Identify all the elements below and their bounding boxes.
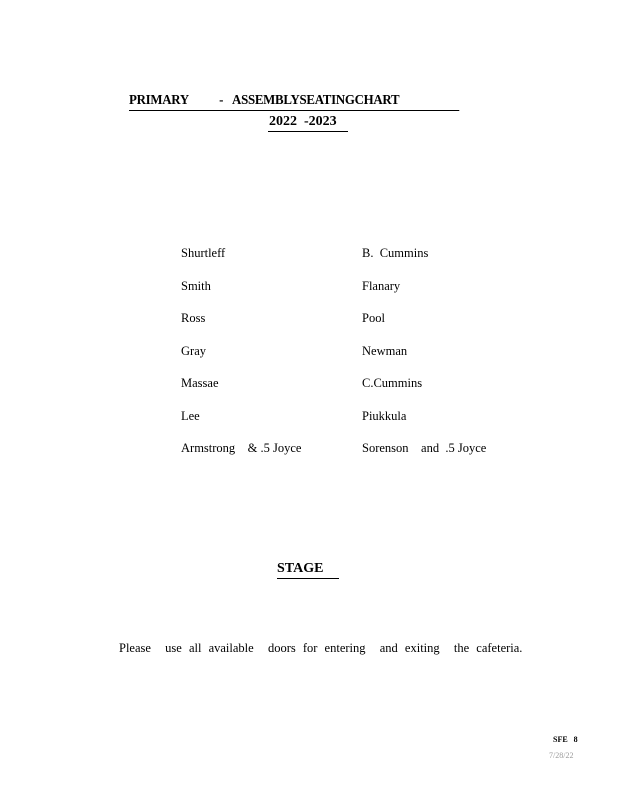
seat-name: Piukkula — [362, 408, 407, 423]
seat-name: Massae — [181, 376, 219, 390]
seating-right-column — [362, 245, 486, 473]
seat-name: Lee — [181, 408, 200, 423]
stage-label: STAGE — [277, 561, 339, 579]
year-start: 2022 — [269, 114, 297, 129]
footer-date: 7/28/22 — [549, 751, 574, 760]
seat-name: Smith — [181, 278, 211, 293]
seat-name: Shurtleff — [181, 246, 226, 260]
footer-code: SFE 8 — [553, 735, 578, 744]
seat-name: Sorenson and .5 Joyce — [362, 441, 487, 455]
seat-name: Gray — [181, 343, 206, 358]
seat-name: Pool — [362, 311, 385, 325]
seat-name: Newman — [362, 343, 408, 358]
year-end: -2023 — [304, 114, 337, 129]
seat-name: B. Cummins — [362, 246, 429, 260]
door-usage-note: Please use all available doors for entering and exiting the cafeteria. — [119, 641, 523, 655]
school-year — [268, 114, 348, 132]
title-dash: - — [219, 93, 224, 108]
seat-name: C.Cummins — [362, 376, 423, 390]
title-primary: PRIMARY — [129, 93, 189, 108]
seat-name: Ross — [181, 311, 206, 325]
seat-name: Armstrong & .5 Joyce — [181, 441, 302, 455]
page-title — [129, 92, 459, 111]
seat-name: Flanary — [362, 278, 401, 293]
title-assembly-seating-chart: ASSEMBLYSEATINGCHART — [232, 93, 400, 108]
seating-left-column — [181, 245, 301, 473]
